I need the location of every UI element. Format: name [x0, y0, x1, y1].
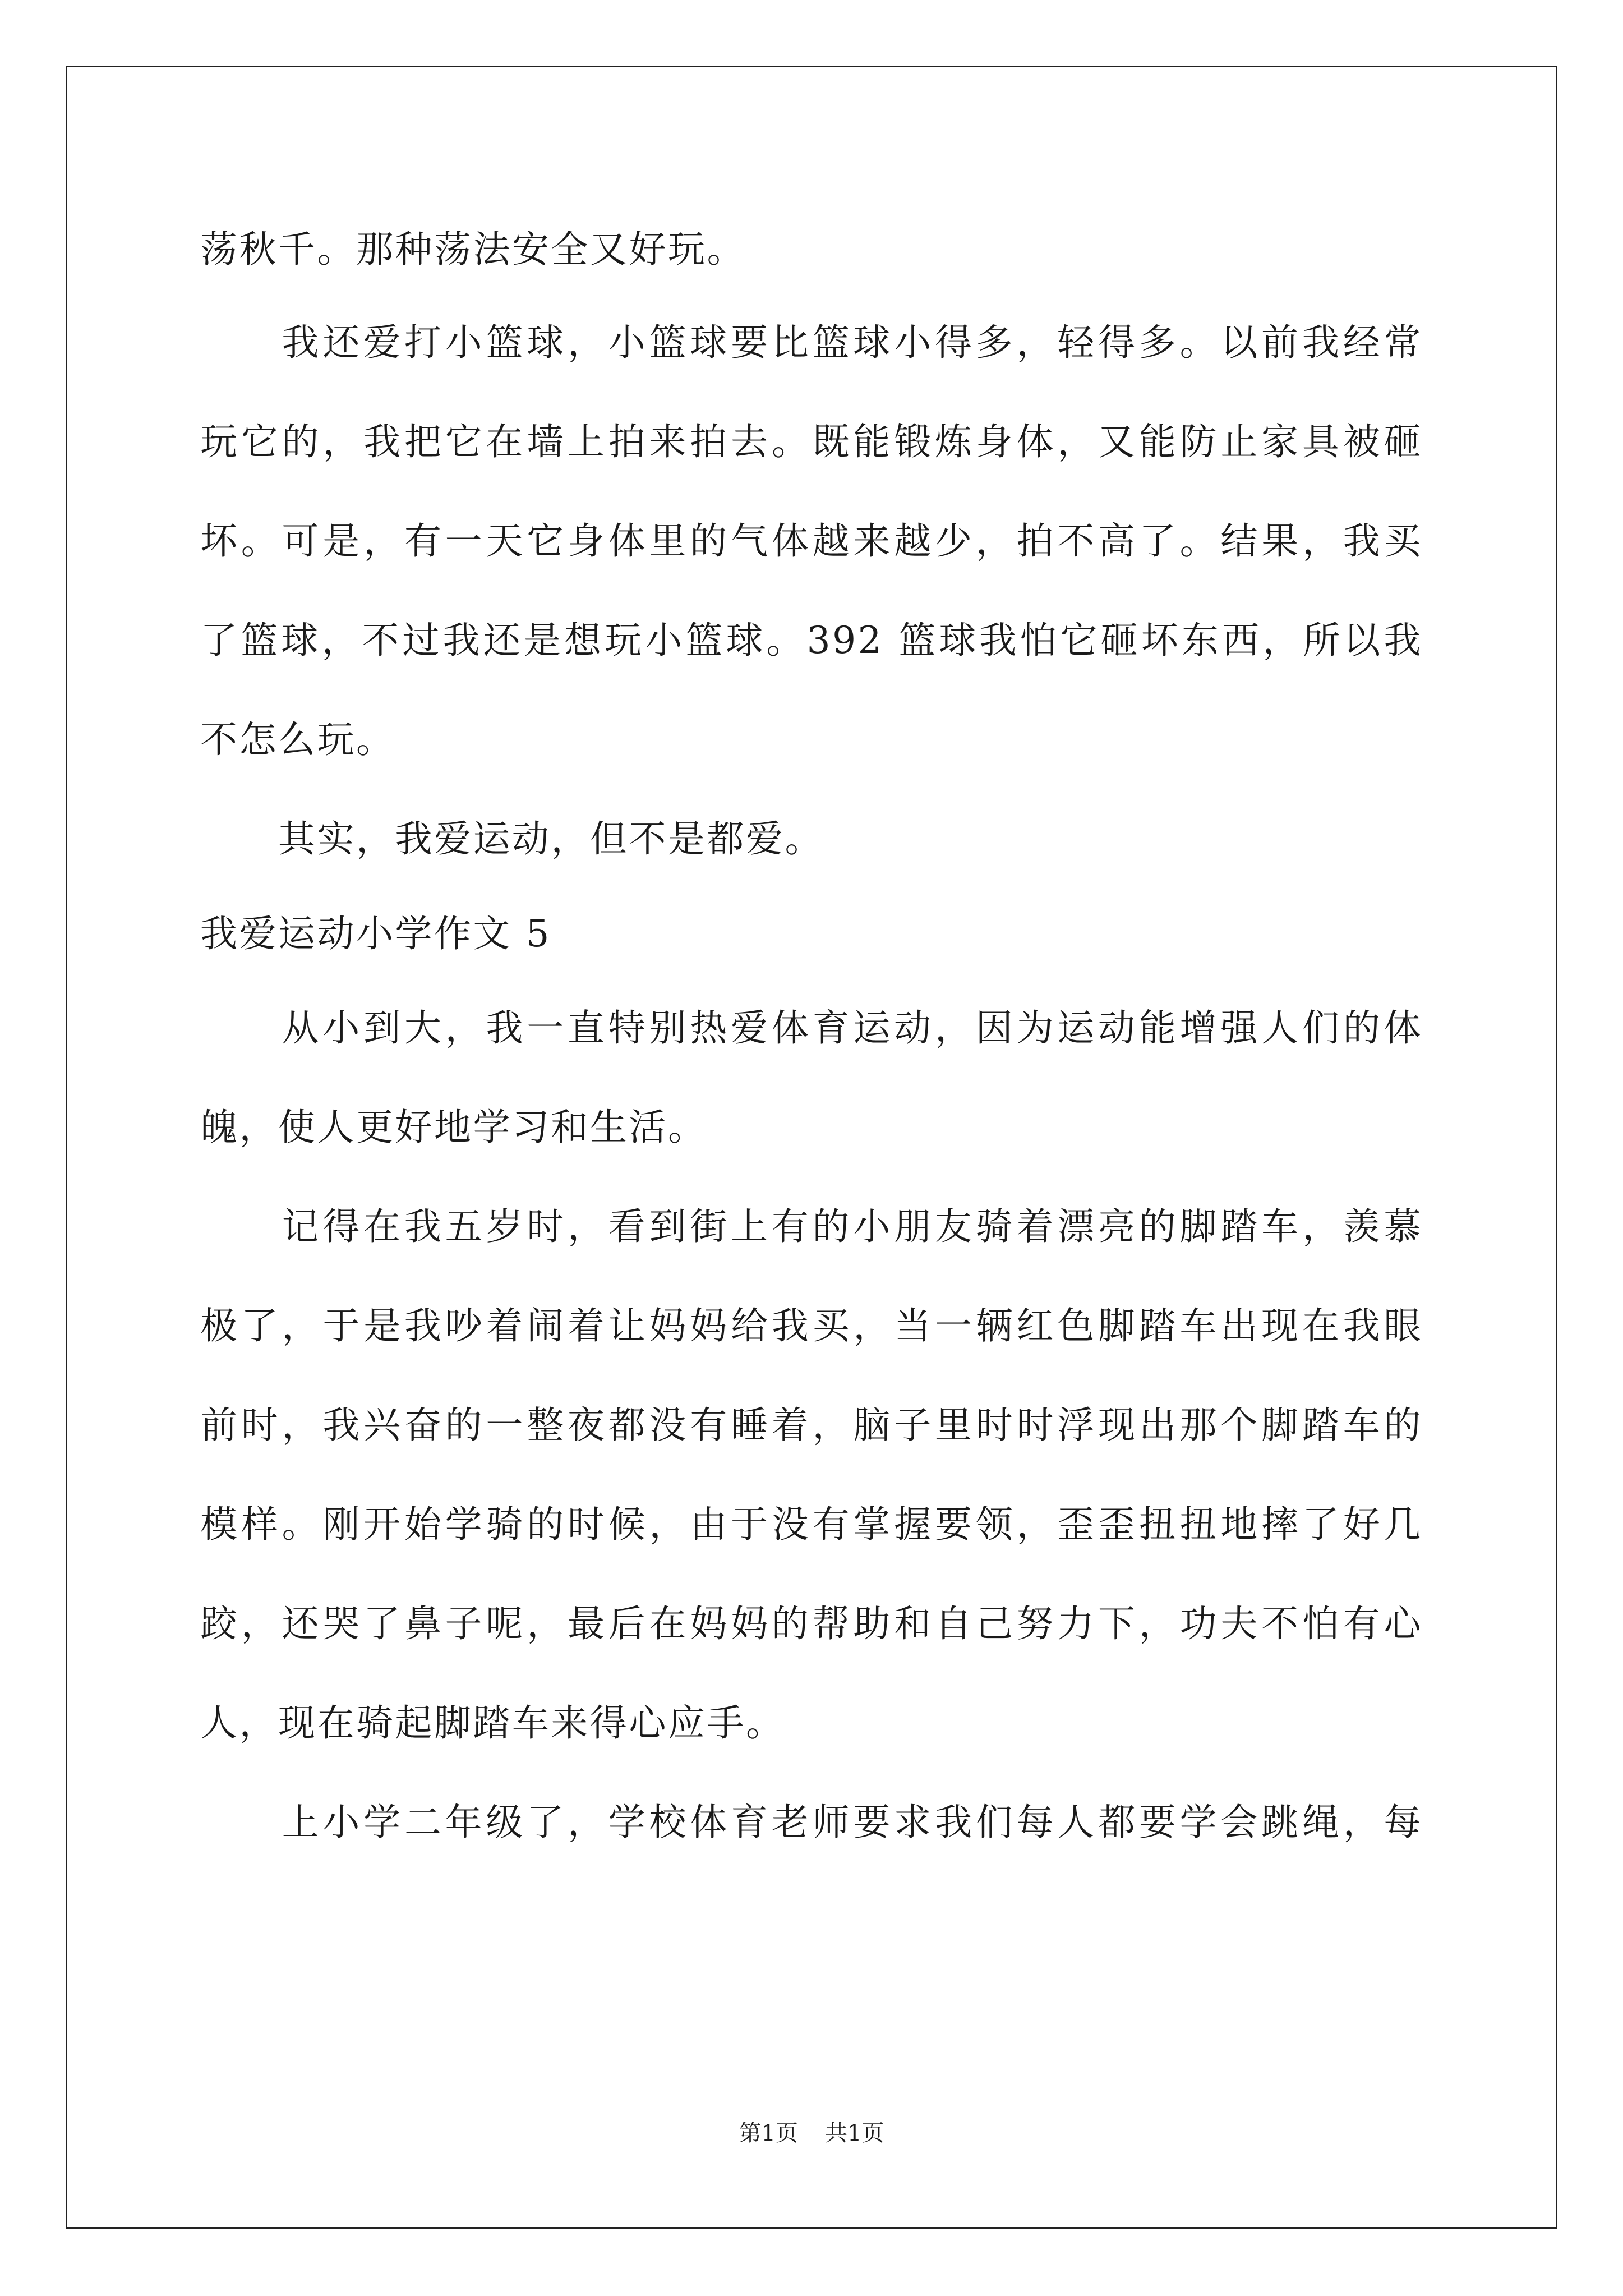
text-line: 跤，还哭了鼻子呢，最后在妈妈的帮助和自己努力下，功夫不怕有心: [200, 1602, 1423, 1645]
text-line: 荡秋千。那种荡法安全又好玩。: [200, 228, 746, 271]
text-line: 不怎么玩。: [200, 718, 395, 761]
text-line: 上小学二年级了，学校体育老师要求我们每人都要学会跳绳，每: [200, 1801, 1423, 1844]
text-line: 了篮球，不过我还是想玩小篮球。392 篮球我怕它砸坏东西，所以我: [200, 619, 1423, 662]
page-footer: [0, 2119, 1623, 2147]
text-line: 玩它的，我把它在墙上拍来拍去。既能锻炼身体，又能防止家具被砸: [200, 420, 1423, 463]
total-pages: 共1页: [825, 2120, 884, 2146]
text-line: 极了，于是我吵着闹着让妈妈给我买，当一辆红色脚踏车出现在我眼: [200, 1304, 1423, 1347]
text-line: 魄，使人更好地学习和生活。: [200, 1106, 707, 1149]
text-line: 其实，我爱运动，但不是都爱。: [200, 817, 824, 861]
text-line: 坏。可是，有一天它身体里的气体越来越少，拍不高了。结果，我买: [200, 519, 1423, 563]
text-line: 从小到大，我一直特别热爱体育运动，因为运动能增强人们的体: [200, 1006, 1423, 1050]
section-heading: 我爱运动小学作文 5: [200, 912, 551, 955]
text-line: 我还爱打小篮球，小篮球要比篮球小得多，轻得多。以前我经常: [200, 321, 1423, 364]
text-line: 模样。刚开始学骑的时候，由于没有掌握要领，歪歪扭扭地摔了好几: [200, 1503, 1423, 1546]
text-line: 记得在我五岁时，看到街上有的小朋友骑着漂亮的脚踏车，羡慕: [200, 1205, 1423, 1248]
text-line: 前时，我兴奋的一整夜都没有睡着，脑子里时时浮现出那个脚踏车的: [200, 1404, 1423, 1447]
page-number: 第1页: [739, 2120, 798, 2146]
text-line: 人，现在骑起脚踏车来得心应手。: [200, 1701, 785, 1745]
